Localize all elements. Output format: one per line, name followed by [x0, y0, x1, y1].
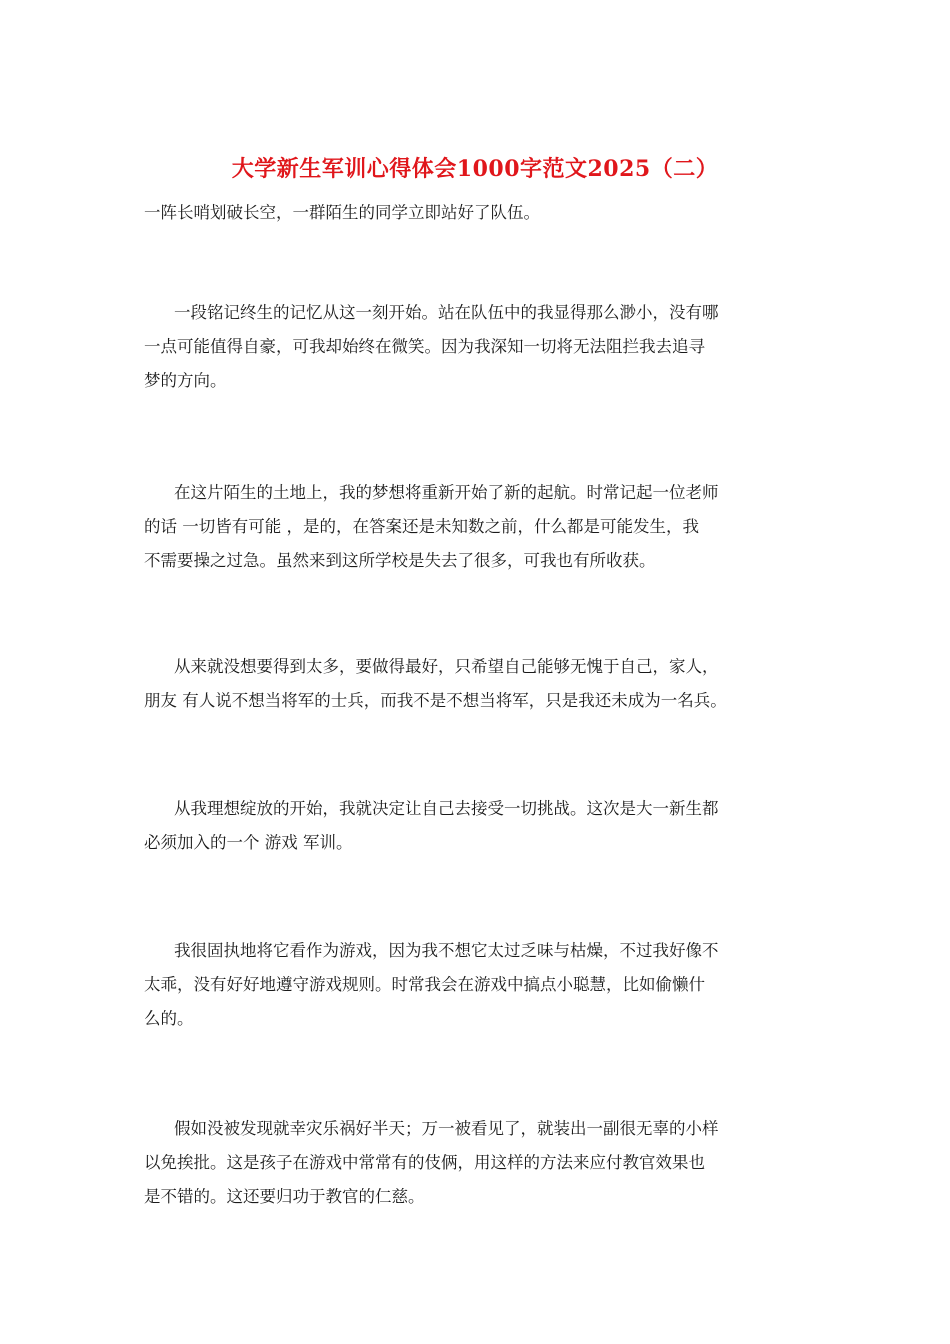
paragraph-line: 太乖，没有好好地遵守游戏规则。时常我会在游戏中搞点小聪慧，比如偷懒什: [144, 975, 705, 994]
paragraph-line: 是不错的。这还要归功于教官的仁慈。: [144, 1187, 425, 1206]
paragraph-line: 必须加入的一个 游戏 军训。: [144, 833, 353, 852]
document-title: 大学新生军训心得体会1000字范文2025（二）: [231, 156, 719, 182]
paragraph-line: 梦的方向。: [144, 371, 227, 390]
paragraph-line: 一段铭记终生的记忆从这一刻开始。站在队伍中的我显得那么渺小，没有哪: [174, 303, 719, 322]
paragraph-line: 从来就没想要得到太多，要做得最好，只希望自己能够无愧于自己，家人，: [174, 657, 719, 676]
paragraph-1: [144, 196, 824, 230]
paragraph-4: [144, 650, 824, 718]
paragraph-line: 我很固执地将它看作为游戏，因为我不想它太过乏味与枯燥，不过我好像不: [174, 941, 719, 960]
paragraph-6: [144, 934, 824, 1036]
paragraph-line: 以免挨批。这是孩子在游戏中常常有的伎俩，用这样的方法来应付教官效果也: [144, 1153, 705, 1172]
paragraph-line: 一点可能值得自豪，可我却始终在微笑。因为我深知一切将无法阻拦我去追寻: [144, 337, 705, 356]
paragraph-line: 在这片陌生的土地上，我的梦想将重新开始了新的起航。时常记起一位老师: [174, 483, 719, 502]
paragraph-7: [144, 1112, 824, 1214]
paragraph-line: 的话 一切皆有可能 ，是的，在答案还是未知数之前，什么都是可能发生，我: [144, 517, 699, 536]
paragraph-line: 不需要操之过急。虽然来到这所学校是失去了很多，可我也有所收获。: [144, 551, 656, 570]
paragraph-line: 假如没被发现就幸灾乐祸好半天；万一被看见了，就装出一副很无辜的小样: [174, 1119, 719, 1138]
paragraph-5: [144, 792, 824, 860]
paragraph-line: 从我理想绽放的开始，我就决定让自己去接受一切挑战。这次是大一新生都: [174, 799, 719, 818]
paragraph-line: 一阵长哨划破长空，一群陌生的同学立即站好了队伍。: [144, 203, 540, 222]
paragraph-line: 朋友 有人说不想当将军的士兵，而我不是不想当将军，只是我还未成为一名兵。: [144, 691, 727, 710]
paragraph-2: [144, 296, 824, 398]
paragraph-line: 么的。: [144, 1009, 194, 1028]
paragraph-3: [144, 476, 824, 578]
